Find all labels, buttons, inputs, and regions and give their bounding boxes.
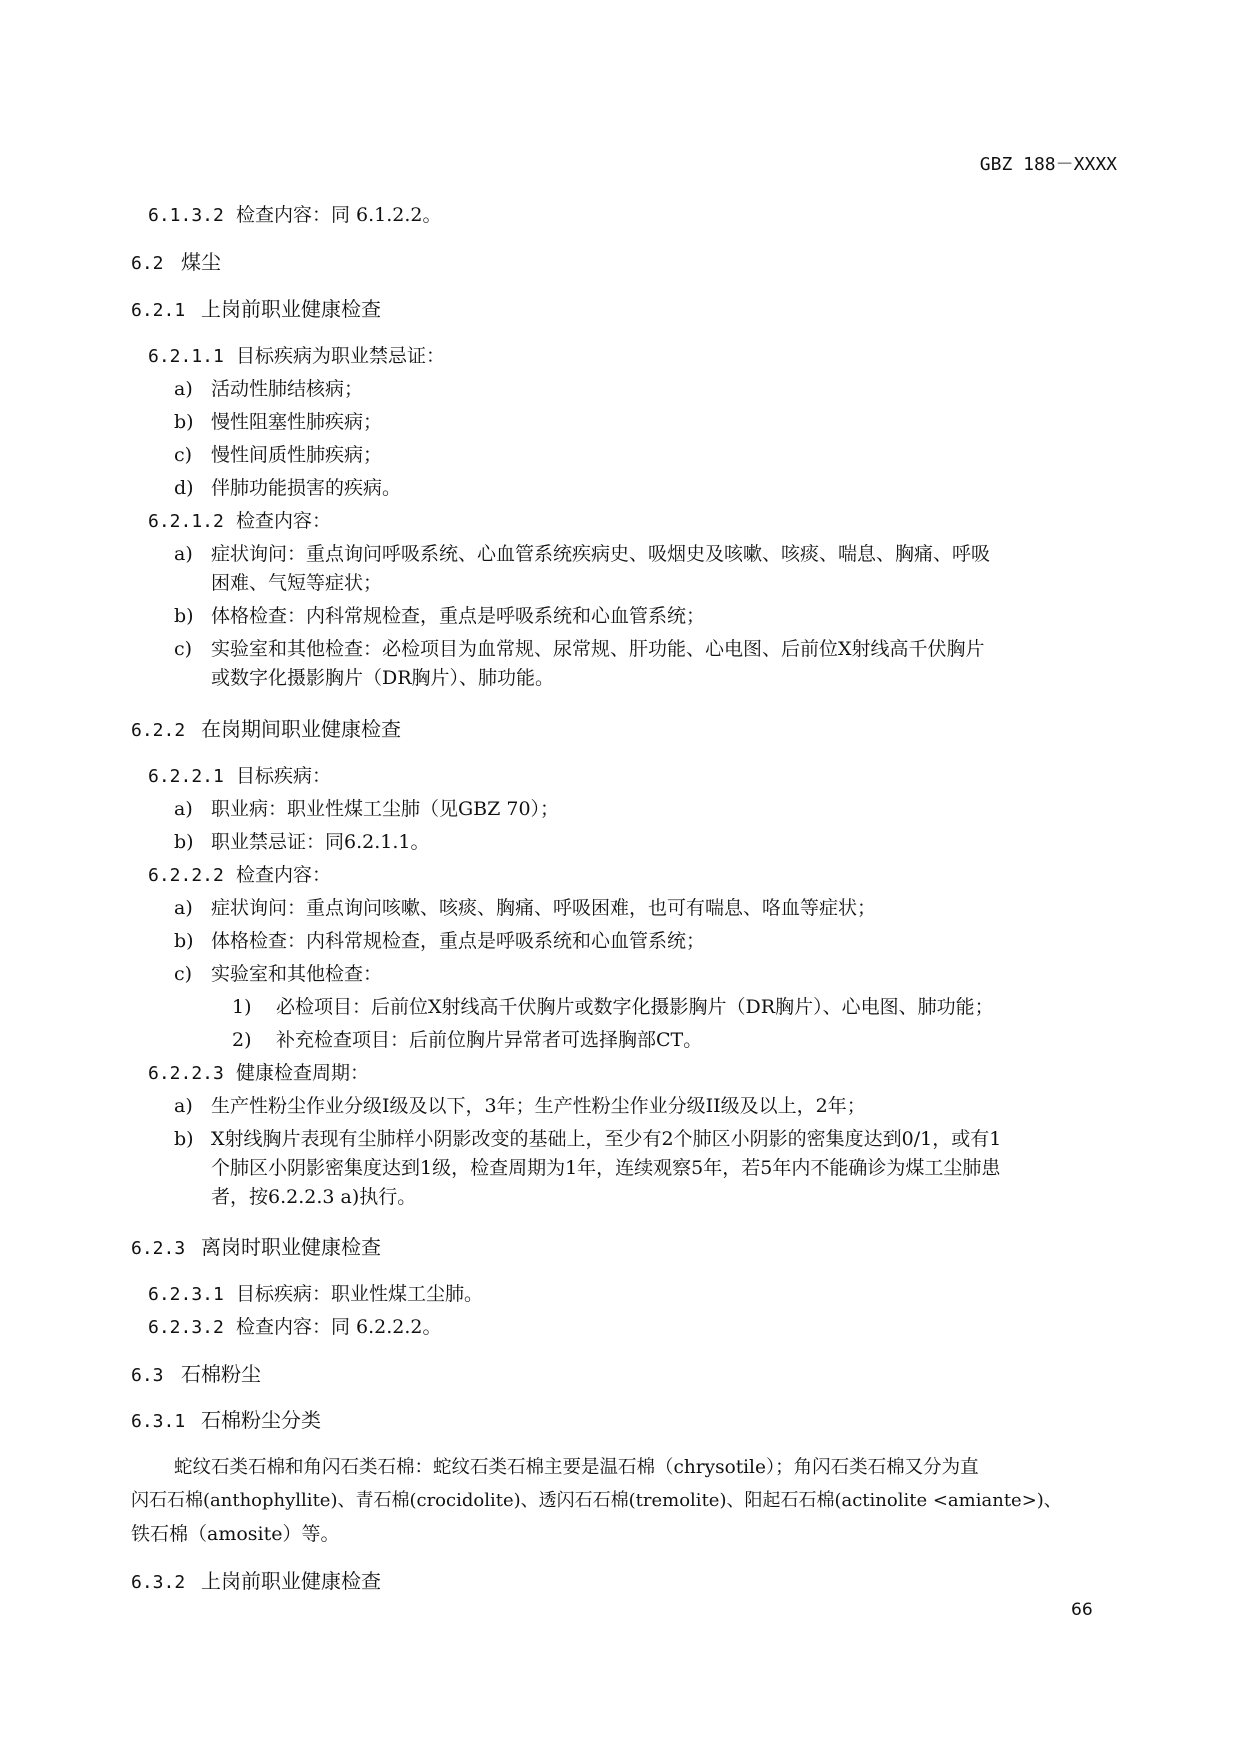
- section-heading-6-2: 6.2 煤尘: [131, 250, 221, 274]
- list-item: d) 伴肺功能损害的疾病。: [174, 477, 402, 499]
- paragraph-line: 闪石石棉(anthophyllite)、青石棉(crocidolite)、透闪石石棉(tremolite)、阳起石石棉(actinolite <amiante>)、: [131, 1490, 1062, 1511]
- list-item-continuation: 者，按6.2.2.3 a)执行。: [211, 1186, 417, 1208]
- clause-6-2-1-2: 6.2.1.2 检查内容：: [148, 510, 332, 532]
- list-item: b) 慢性阻塞性肺疾病；: [174, 411, 383, 433]
- list-item: b) 体格检查：内科常规检查，重点是呼吸系统和心血管系统；: [174, 930, 706, 952]
- paragraph-line: 蛇纹石类石棉和角闪石类石棉：蛇纹石类石棉主要是温石棉（chrysotile）；角闪石类石棉又分为直: [174, 1457, 979, 1478]
- list-item: c) 慢性间质性肺疾病；: [174, 444, 383, 466]
- list-item: a) 生产性粉尘作业分级I级及以下，3年；生产性粉尘作业分级II级及以上，2年；: [174, 1095, 866, 1117]
- list-item: c) 实验室和其他检查：: [174, 963, 383, 985]
- paragraph-line: 铁石棉（amosite）等。: [131, 1523, 340, 1545]
- page-number: 66: [1071, 1600, 1093, 1620]
- clause-6-2-2-1: 6.2.2.1 目标疾病：: [148, 765, 332, 787]
- list-item: b) 体格检查：内科常规检查，重点是呼吸系统和心血管系统；: [174, 605, 706, 627]
- list-item-continuation: 或数字化摄影胸片（DR胸片）、肺功能。: [211, 667, 555, 689]
- clause-6-2-3-2: 6.2.3.2 检查内容：同 6.2.2.2。: [148, 1316, 442, 1338]
- list-item-continuation: 困难、气短等症状；: [211, 572, 383, 594]
- list-item: b) 职业禁忌证：同6.2.1.1。: [174, 831, 430, 853]
- section-heading-6-3: 6.3 石棉粉尘: [131, 1362, 261, 1386]
- section-heading-6-3-2: 6.3.2 上岗前职业健康检查: [131, 1569, 381, 1593]
- list-item-continuation: 个肺区小阴影密集度达到1级，检查周期为1年，连续观察5年，若5年内不能确诊为煤工尘肺患: [211, 1157, 1001, 1179]
- clause-6-2-2-3: 6.2.2.3 健康检查周期：: [148, 1062, 370, 1084]
- clause-6-2-3-1: 6.2.3.1 目标疾病：职业性煤工尘肺。: [148, 1283, 484, 1305]
- clause-6-2-1-1: 6.2.1.1 目标疾病为职业禁忌证：: [148, 345, 446, 367]
- list-item: c) 实验室和其他检查：必检项目为血常规、尿常规、肝功能、心电图、后前位X射线高千伏胸片: [174, 638, 985, 660]
- sub-list-item: 1) 必检项目：后前位X射线高千伏胸片或数字化摄影胸片（DR胸片）、心电图、肺功能；: [232, 996, 994, 1018]
- section-heading-6-2-1: 6.2.1 上岗前职业健康检查: [131, 297, 381, 321]
- list-item: a) 症状询问：重点询问咳嗽、咳痰、胸痛、呼吸困难，也可有喘息、咯血等症状；: [174, 897, 877, 919]
- clause-6-2-2-2: 6.2.2.2 检查内容：: [148, 864, 332, 886]
- section-heading-6-2-2: 6.2.2 在岗期间职业健康检查: [131, 717, 401, 741]
- section-heading-6-2-3: 6.2.3 离岗时职业健康检查: [131, 1235, 381, 1259]
- sub-list-item: 2) 补充检查项目：后前位胸片异常者可选择胸部CT。: [232, 1029, 703, 1051]
- list-item: a) 活动性肺结核病；: [174, 378, 364, 400]
- section-heading-6-3-1: 6.3.1 石棉粉尘分类: [131, 1408, 321, 1432]
- standard-number: GBZ 188－XXXX: [979, 154, 1117, 175]
- list-item: a) 职业病：职业性煤工尘肺（见GBZ 70）；: [174, 798, 560, 820]
- list-item: b) X射线胸片表现有尘肺样小阴影改变的基础上，至少有2个肺区小阴影的密集度达到0/1，或有1: [174, 1128, 1002, 1150]
- list-item: a) 症状询问：重点询问呼吸系统、心血管系统疾病史、吸烟史及咳嗽、咳痰、喘息、胸痛、呼吸: [174, 543, 991, 565]
- clause-6-1-3-2: 6.1.3.2 检查内容：同 6.1.2.2。: [148, 204, 442, 226]
